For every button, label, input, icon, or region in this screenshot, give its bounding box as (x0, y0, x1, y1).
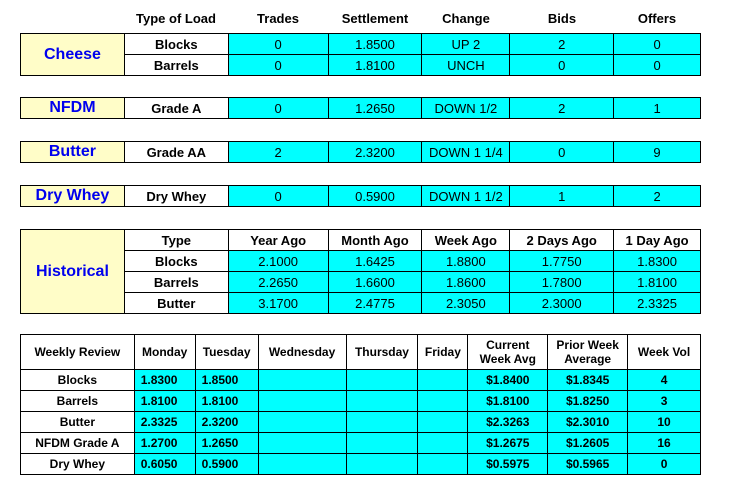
thursday-cell (346, 370, 418, 391)
table-row (21, 454, 701, 475)
bids-cell: 2 (510, 98, 614, 119)
thursday-cell (346, 412, 418, 433)
weekly-header-review: Weekly Review (21, 335, 135, 370)
table-row (21, 412, 701, 433)
prior-avg-cell: $2.3010 (548, 412, 628, 433)
wednesday-cell (258, 433, 346, 454)
historical-label: Historical (21, 230, 125, 314)
row-name: Barrels (124, 55, 228, 76)
monday-cell: 2.3325 (134, 412, 195, 433)
wednesday-cell (258, 391, 346, 412)
bids-cell: 1 (510, 186, 614, 207)
wednesday-cell (258, 454, 346, 475)
monday-cell: 0.6050 (134, 454, 195, 475)
drywhey-table (20, 185, 701, 207)
row-name: Butter (124, 293, 228, 314)
nfdm-table (20, 97, 701, 119)
monday-cell: 1.8100 (134, 391, 195, 412)
wednesday-cell (258, 370, 346, 391)
thursday-cell (346, 433, 418, 454)
row-name: Blocks (124, 34, 228, 55)
weekly-header-prior-avg (548, 335, 628, 370)
header-trades: Trades (257, 11, 299, 26)
change-cell: UNCH (422, 55, 510, 76)
table-row (21, 370, 701, 391)
nfdm-label: NFDM (21, 98, 125, 119)
weekly-review-table (20, 334, 701, 475)
value-cell: 1.8800 (422, 251, 510, 272)
week-vol-cell: 4 (628, 370, 701, 391)
change-cell: UP 2 (422, 34, 510, 55)
friday-cell (418, 454, 468, 475)
offers-cell: 2 (614, 186, 701, 207)
settlement-cell: 0.5900 (328, 186, 422, 207)
week-vol-cell: 3 (628, 391, 701, 412)
current-avg-cell: $1.2675 (468, 433, 548, 454)
weekly-header-current-avg (468, 335, 548, 370)
value-cell: 2.3050 (422, 293, 510, 314)
header-offers: Offers (637, 11, 677, 26)
value-cell: 1.7750 (510, 251, 614, 272)
table-row (21, 335, 701, 370)
table-row (21, 98, 701, 119)
settlement-cell: 1.8500 (328, 34, 422, 55)
table-row (21, 186, 701, 207)
hist-header-1-day-ago: 1 Day Ago (614, 230, 701, 251)
offers-cell: 0 (614, 34, 701, 55)
row-name: Grade AA (124, 142, 228, 163)
thursday-cell (346, 391, 418, 412)
row-name: Dry Whey (124, 186, 228, 207)
prior-line2: Average (564, 352, 612, 366)
header-bids: Bids (547, 11, 577, 26)
row-name: Blocks (124, 251, 228, 272)
butter-table (20, 141, 701, 163)
trades-cell: 0 (228, 186, 328, 207)
offers-cell: 0 (614, 55, 701, 76)
historical-table (20, 229, 701, 314)
current-avg-cell: $1.8100 (468, 391, 548, 412)
settlement-cell: 1.2650 (328, 98, 422, 119)
tuesday-cell: 0.5900 (195, 454, 258, 475)
cheese-label: Cheese (21, 34, 125, 76)
tuesday-cell: 1.8500 (195, 370, 258, 391)
table-row (21, 34, 701, 55)
week-vol-cell: 0 (628, 454, 701, 475)
weekly-header-tuesday: Tuesday (195, 335, 258, 370)
bids-cell: 0 (510, 142, 614, 163)
thursday-cell (346, 454, 418, 475)
week-vol-cell: 10 (628, 412, 701, 433)
weekly-header-week-vol: Week Vol (628, 335, 701, 370)
weekly-header-wednesday: Wednesday (258, 335, 346, 370)
trades-cell: 0 (228, 98, 328, 119)
header-settlement: Settlement (341, 11, 409, 26)
friday-cell (418, 391, 468, 412)
trades-cell: 2 (228, 142, 328, 163)
drywhey-label: Dry Whey (21, 186, 125, 207)
value-cell: 1.7800 (510, 272, 614, 293)
prior-avg-cell: $1.8345 (548, 370, 628, 391)
offers-cell: 1 (614, 98, 701, 119)
friday-cell (418, 433, 468, 454)
trades-cell: 0 (228, 34, 328, 55)
monday-cell: 1.8300 (134, 370, 195, 391)
header-change: Change (442, 11, 490, 26)
row-name: Barrels (124, 272, 228, 293)
prior-avg-cell: $1.8250 (548, 391, 628, 412)
value-cell: 1.6425 (328, 251, 422, 272)
value-cell: 2.3000 (510, 293, 614, 314)
current-avg-cell: $0.5975 (468, 454, 548, 475)
row-name: Blocks (21, 370, 135, 391)
value-cell: 2.1000 (228, 251, 328, 272)
value-cell: 1.8300 (614, 251, 701, 272)
value-cell: 2.4775 (328, 293, 422, 314)
row-name: NFDM Grade A (21, 433, 135, 454)
current-line1: Current (486, 338, 530, 352)
row-name: Butter (21, 412, 135, 433)
bids-cell: 2 (510, 34, 614, 55)
header-type-of-load: Type of Load (136, 11, 216, 26)
change-cell: DOWN 1/2 (422, 98, 510, 119)
weekly-header-friday: Friday (418, 335, 468, 370)
table-row (21, 433, 701, 454)
settlement-cell: 2.3200 (328, 142, 422, 163)
wednesday-cell (258, 412, 346, 433)
table-row (21, 230, 701, 251)
prior-line1: Prior Week (556, 338, 619, 352)
prior-avg-cell: $0.5965 (548, 454, 628, 475)
weekly-header-monday: Monday (134, 335, 195, 370)
tuesday-cell: 1.2650 (195, 433, 258, 454)
trades-cell: 0 (228, 55, 328, 76)
change-cell: DOWN 1 1/2 (422, 186, 510, 207)
current-line2: Week Avg (479, 352, 536, 366)
settlement-cell: 1.8100 (328, 55, 422, 76)
table-row (21, 391, 701, 412)
butter-label: Butter (21, 142, 125, 163)
tuesday-cell: 2.3200 (195, 412, 258, 433)
current-avg-cell: $1.8400 (468, 370, 548, 391)
row-name: Barrels (21, 391, 135, 412)
row-name: Dry Whey (21, 454, 135, 475)
row-name: Grade A (124, 98, 228, 119)
tuesday-cell: 1.8100 (195, 391, 258, 412)
hist-header-month-ago: Month Ago (328, 230, 422, 251)
friday-cell (418, 412, 468, 433)
hist-header-year-ago: Year Ago (228, 230, 328, 251)
bids-cell: 0 (510, 55, 614, 76)
weekly-header-thursday: Thursday (346, 335, 418, 370)
value-cell: 1.8600 (422, 272, 510, 293)
cheese-table (20, 33, 701, 76)
value-cell: 2.3325 (614, 293, 701, 314)
prior-avg-cell: $1.2605 (548, 433, 628, 454)
value-cell: 1.8100 (614, 272, 701, 293)
friday-cell (418, 370, 468, 391)
monday-cell: 1.2700 (134, 433, 195, 454)
week-vol-cell: 16 (628, 433, 701, 454)
hist-header-2-days-ago: 2 Days Ago (510, 230, 614, 251)
value-cell: 3.1700 (228, 293, 328, 314)
change-cell: DOWN 1 1/4 (422, 142, 510, 163)
hist-header-type: Type (124, 230, 228, 251)
value-cell: 1.6600 (328, 272, 422, 293)
offers-cell: 9 (614, 142, 701, 163)
value-cell: 2.2650 (228, 272, 328, 293)
table-row (21, 142, 701, 163)
hist-header-week-ago: Week Ago (422, 230, 510, 251)
current-avg-cell: $2.3263 (468, 412, 548, 433)
